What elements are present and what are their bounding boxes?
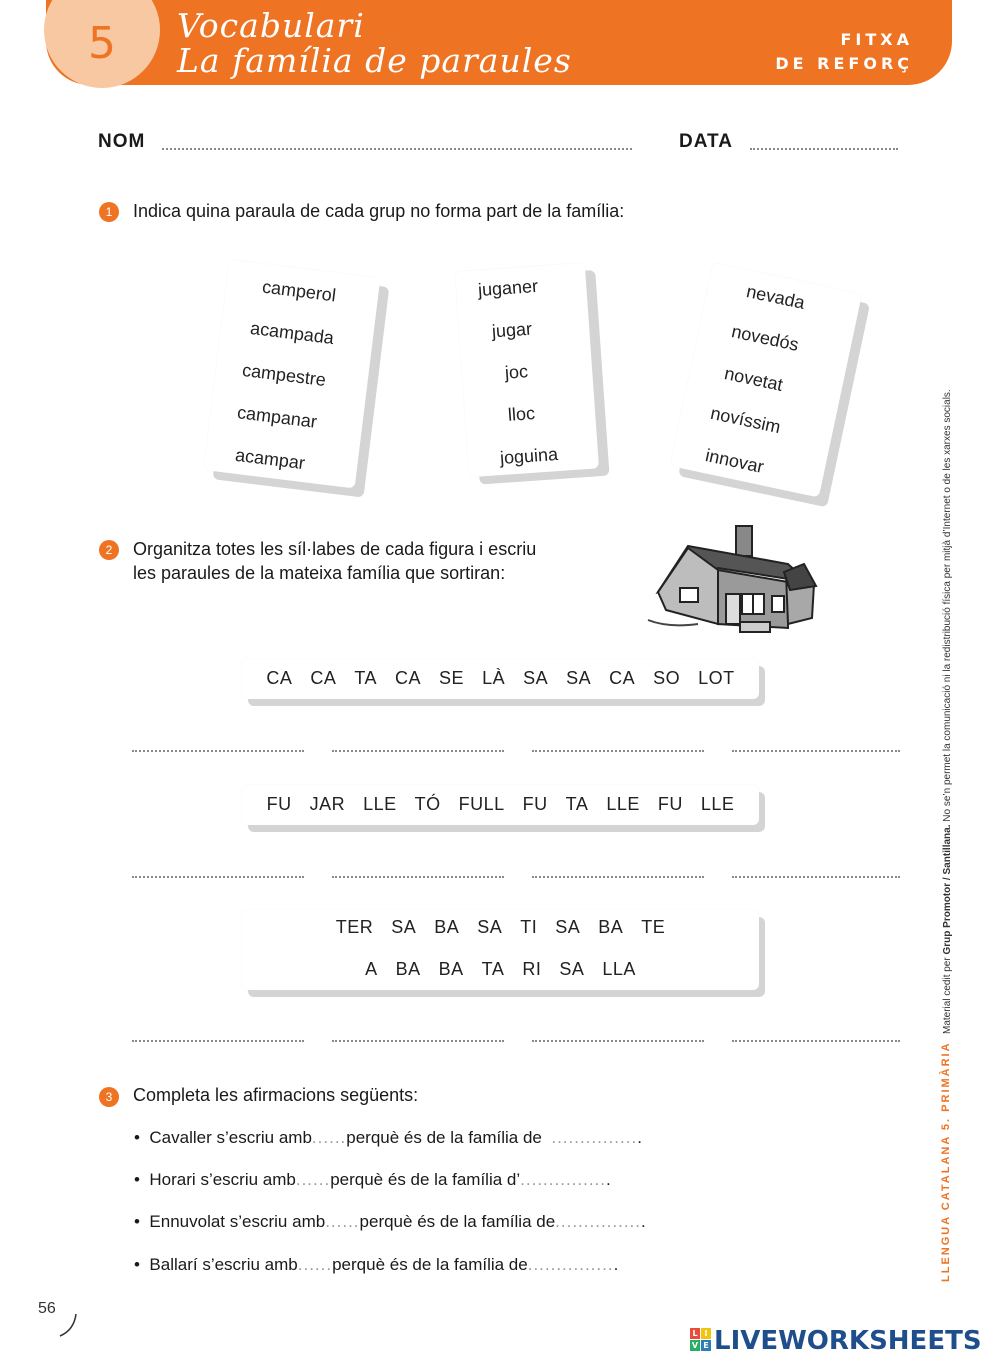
syllable: LLE <box>606 794 640 814</box>
word-card-1-item[interactable]: acampar <box>234 444 307 474</box>
syllable: SO <box>653 668 681 688</box>
word-blank[interactable]: ............... <box>555 1212 642 1231</box>
syllable: SA <box>566 668 592 688</box>
word-card-1-item[interactable]: acampada <box>249 317 336 349</box>
copyright-post: No se’n permet la comunicació ni la redistribució física per mitjà d’Internet o de les xarxes socials. <box>942 389 953 822</box>
syllable: FU <box>266 794 292 814</box>
letter-blank[interactable]: ...... <box>311 1128 347 1147</box>
statement-item: • Ballarí s’escriu amb......perquè és de la família de................ <box>134 1255 619 1274</box>
word-card-1-item[interactable]: camperol <box>261 276 338 306</box>
statement-end: . <box>613 1255 619 1274</box>
syllable: TA <box>565 794 589 814</box>
syllable: FU <box>522 794 548 814</box>
syllable: CA <box>266 668 293 688</box>
answer-line[interactable] <box>132 876 304 878</box>
liveworksheets-logo[interactable] <box>690 1326 982 1356</box>
exercise-2-number: 2 <box>99 540 119 560</box>
word-card-2-item[interactable]: juganer <box>477 275 539 301</box>
word-card-2-item[interactable]: jugar <box>491 318 533 342</box>
exercise-2-instruction-line-2: les paraules de la mateixa família que sortiran: <box>133 563 506 583</box>
syllable-strip-3 <box>242 910 759 990</box>
word-card-3-item[interactable]: novíssim <box>708 402 783 438</box>
syllable: TÓ <box>414 794 441 814</box>
letter-blank[interactable]: ...... <box>297 1255 333 1274</box>
syllable: A <box>365 959 378 979</box>
answer-line[interactable] <box>132 750 304 752</box>
unit-number: 5 <box>88 18 116 69</box>
syllable: FULL <box>458 794 505 814</box>
statement-end: . <box>606 1170 611 1189</box>
statement-word: Horari <box>149 1170 196 1189</box>
syllable: LLE <box>363 794 397 814</box>
syllable: BA <box>598 917 624 937</box>
syllable: BA <box>438 959 464 979</box>
syllable-row <box>242 668 759 689</box>
statement-item: • Cavaller s’escriu amb......perquè és de la família de ................ <box>134 1128 642 1147</box>
syllable: TE <box>641 917 666 937</box>
syllable: TI <box>520 917 538 937</box>
syllable: TA <box>354 668 378 688</box>
answer-line[interactable] <box>332 750 504 752</box>
word-card-3-item[interactable]: innovar <box>703 445 766 477</box>
copyright-pre: Material cedit per <box>942 957 953 1034</box>
statement-word: Cavaller <box>149 1128 212 1147</box>
syllable-row <box>242 959 759 980</box>
syllable: BA <box>434 917 460 937</box>
page-corner-curve <box>58 1312 82 1338</box>
title-line-2: La família de paraules <box>177 41 572 80</box>
house-illustration <box>638 524 818 638</box>
statement-text: perquè és de la família de <box>346 1128 542 1147</box>
syllable: TER <box>335 917 374 937</box>
logo-letter: L <box>690 1328 700 1339</box>
statement-end: . <box>641 1212 646 1231</box>
statement-end: . <box>637 1128 642 1147</box>
statement-item: • Horari s’escriu amb......perquè és de la família d’................ <box>134 1170 611 1189</box>
logo-letter: E <box>701 1340 711 1351</box>
syllable: SA <box>477 917 503 937</box>
answer-line[interactable] <box>132 1040 304 1042</box>
logo-letter: V <box>691 1341 699 1350</box>
answer-line[interactable] <box>732 750 900 752</box>
word-blank[interactable]: ............... <box>527 1255 614 1274</box>
name-label: NOM <box>98 131 146 152</box>
date-label: DATA <box>679 131 733 152</box>
tag-line-1: FITXA <box>840 30 913 49</box>
logo-text: LIVEWORKSHEETS <box>714 1326 982 1356</box>
word-card-3-item[interactable]: nevada <box>744 281 807 313</box>
word-card-2-item[interactable]: joc <box>504 361 529 383</box>
syllable-strip-1 <box>242 659 759 699</box>
copyright-publisher: Grup Promotor / Santillana. <box>942 824 953 955</box>
statement-item: • Ennuvolat s’escriu amb......perquè és de la família de................ <box>134 1212 646 1231</box>
syllable: LLA <box>602 959 636 979</box>
syllable: LLE <box>700 794 735 814</box>
syllable: SE <box>439 668 465 688</box>
syllable: LOT <box>698 668 735 688</box>
word-blank[interactable]: ............... <box>551 1128 638 1147</box>
answer-line[interactable] <box>532 1040 704 1042</box>
statement-text: s’escriu amb <box>200 1170 296 1189</box>
statement-text: s’escriu amb <box>202 1255 298 1274</box>
word-card-3-item[interactable]: novedós <box>729 321 801 355</box>
exercise-1-number: 1 <box>99 202 119 222</box>
syllable-row <box>242 794 759 815</box>
syllable: FU <box>657 794 683 814</box>
answer-line[interactable] <box>332 1040 504 1042</box>
copyright-notice <box>942 389 953 1034</box>
answer-line[interactable] <box>532 876 704 878</box>
word-blank[interactable]: ............... <box>520 1170 607 1189</box>
syllable: SA <box>523 668 549 688</box>
exercise-3-instruction: Completa les afirmacions següents: <box>133 1085 419 1105</box>
syllable: JAR <box>309 794 346 814</box>
syllable: SA <box>391 917 417 937</box>
statement-text: perquè és de la família de <box>332 1255 528 1274</box>
syllable: CA <box>609 668 636 688</box>
syllable: BA <box>395 959 421 979</box>
page-number: 56 <box>38 1300 56 1317</box>
word-card-3-item[interactable]: novetat <box>722 363 785 395</box>
statement-word: Ballarí <box>149 1255 198 1274</box>
syllable: LÀ <box>482 668 506 688</box>
answer-line[interactable] <box>532 750 704 752</box>
syllable: RI <box>522 959 542 979</box>
answer-line[interactable] <box>332 876 504 878</box>
date-field[interactable] <box>750 148 898 150</box>
letter-blank[interactable]: ...... <box>295 1170 331 1189</box>
word-card-1-item[interactable]: campestre <box>241 359 328 391</box>
statement-text: s’escriu amb <box>229 1212 326 1231</box>
syllable: CA <box>310 668 337 688</box>
word-card-2-item[interactable]: lloc <box>507 403 536 425</box>
logo-mark-icon <box>690 1328 712 1352</box>
exercise-3-number: 3 <box>99 1087 119 1107</box>
syllable: SA <box>559 959 585 979</box>
word-card-2-item[interactable]: joguina <box>499 444 559 469</box>
letter-blank[interactable]: ...... <box>325 1212 360 1231</box>
syllable: CA <box>395 668 422 688</box>
statement-text: perquè és de la família de <box>359 1212 556 1231</box>
statement-word: Ennuvolat <box>149 1212 226 1231</box>
exercise-2-instruction-line-1: Organitza totes les síl·labes de cada figura i escriu <box>133 539 537 559</box>
statement-text: s’escriu amb <box>216 1128 312 1147</box>
syllable: SA <box>555 917 581 937</box>
tag-line-2: DE REFORÇ <box>775 54 913 73</box>
name-field[interactable] <box>162 148 632 150</box>
logo-letter: I <box>701 1328 711 1339</box>
answer-line[interactable] <box>732 1040 900 1042</box>
syllable-row <box>242 917 759 938</box>
title-line-1: Vocabulari <box>177 6 365 45</box>
syllable-strip-2 <box>242 785 759 825</box>
answer-line[interactable] <box>732 876 900 878</box>
exercise-1-instruction: Indica quina paraula de cada grup no forma part de la família: <box>133 201 625 221</box>
subject-label: LLENGUA CATALANA 5. PRIMÀRIA <box>940 1041 952 1282</box>
word-card-1-item[interactable]: campanar <box>236 402 319 432</box>
syllable: TA <box>481 959 505 979</box>
statement-text: perquè és de la família d’ <box>330 1170 521 1189</box>
